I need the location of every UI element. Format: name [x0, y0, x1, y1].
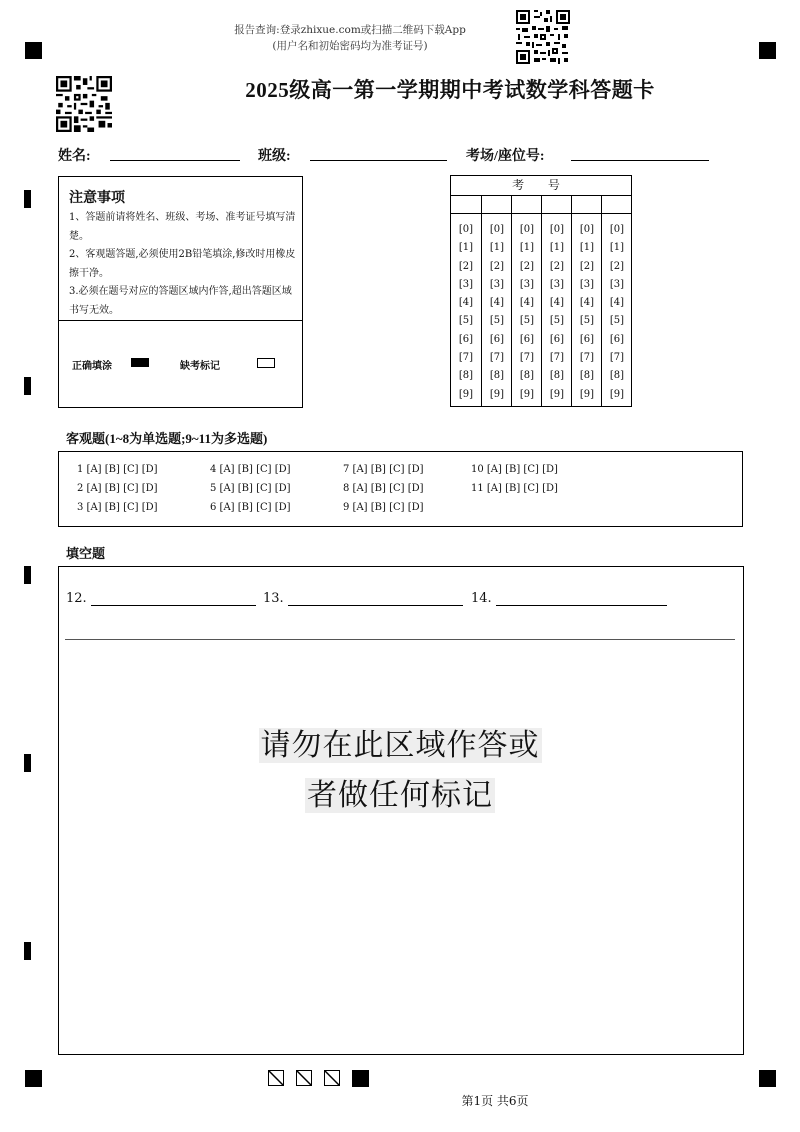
digit-option[interactable]: [9] — [458, 388, 474, 400]
digit-option[interactable]: [1] — [458, 242, 474, 254]
digit-option[interactable]: [2] — [489, 260, 505, 272]
exam-number-column — [481, 195, 512, 406]
digit-option[interactable]: [0] — [519, 224, 535, 235]
question-2-options[interactable]: 2 [A] [B] [C] [D] — [77, 483, 158, 494]
qr-code-icon — [516, 10, 570, 64]
exam-number-grid — [450, 175, 632, 407]
qr-code-icon — [56, 76, 112, 132]
digit-option[interactable]: [8] — [458, 370, 474, 382]
registration-mark-bottom-right — [759, 1070, 776, 1087]
digit-option[interactable]: [5] — [519, 315, 535, 327]
exam-number-digit-cell[interactable] — [512, 195, 542, 214]
digit-option[interactable]: [5] — [549, 315, 565, 327]
no-answer-warning-line1: 请勿在此区域作答或 — [260, 728, 540, 763]
report-hint-line1: 报告查询:登录zhixue.com或扫描二维码下载App — [234, 24, 466, 36]
exam-number-digit-options — [451, 221, 481, 404]
legend-absent-label: 缺考标记 — [180, 361, 220, 372]
exam-number-title: 考 号 — [451, 176, 631, 196]
notice-list — [69, 209, 297, 320]
digit-option[interactable]: [9] — [579, 388, 595, 400]
slash-icon — [325, 1071, 340, 1086]
digit-option[interactable]: [1] — [609, 242, 625, 254]
registration-mark-top-right — [759, 42, 776, 59]
digit-option[interactable]: [7] — [579, 352, 595, 364]
digit-option[interactable]: [4] — [609, 297, 625, 309]
timing-bar — [24, 377, 31, 395]
notice-box — [58, 176, 303, 408]
question-11-options[interactable]: 11 [A] [B] [C] [D] — [471, 483, 558, 494]
blank-12-field[interactable] — [91, 605, 256, 606]
digit-option[interactable]: [5] — [458, 315, 474, 327]
digit-option[interactable]: [5] — [579, 315, 595, 327]
class-field[interactable] — [310, 160, 447, 161]
report-hint-line2: (用户名和初始密码均为准考证号) — [272, 40, 428, 52]
digit-option[interactable]: [8] — [609, 370, 625, 382]
digit-option[interactable]: [1] — [489, 242, 505, 254]
digit-option[interactable]: [3] — [549, 278, 565, 290]
digit-option[interactable]: [6] — [519, 333, 535, 345]
report-hint — [200, 22, 500, 54]
objective-answer-box — [58, 451, 743, 527]
exam-number-digit-cell[interactable] — [602, 195, 632, 214]
timing-slash-box — [268, 1070, 284, 1086]
exam-number-column — [451, 195, 481, 406]
digit-option[interactable]: [0] — [489, 224, 505, 235]
timing-bar — [24, 942, 31, 960]
page-title: 2025级高一第一学期期中考试数学科答题卡 — [245, 78, 655, 102]
digit-option[interactable]: [9] — [549, 388, 565, 400]
room-seat-field[interactable] — [571, 160, 709, 161]
exam-number-digit-options — [602, 221, 632, 404]
blank-12-label: 12. — [66, 591, 87, 606]
notice-title: 注意事项 — [69, 190, 125, 206]
legend-correct-fill-label: 正确填涂 — [72, 361, 112, 372]
digit-option[interactable]: [1] — [579, 242, 595, 254]
notice-item: 2、客观题答题,必须使用2B铅笔填涂,修改时用橡皮擦干净。 — [69, 249, 296, 279]
blank-14-label: 14. — [471, 591, 492, 606]
exam-number-digit-cell[interactable] — [572, 195, 602, 214]
sheet-qr-code — [56, 76, 112, 132]
digit-option[interactable]: [2] — [549, 260, 565, 272]
page-number: 第1页 共6页 — [461, 1094, 529, 1108]
digit-option[interactable]: [7] — [519, 352, 535, 364]
name-label: 姓名: — [58, 149, 91, 164]
digit-option[interactable]: [8] — [549, 370, 565, 382]
objective-section-title: 客观题(1~8为单选题;9~11为多选题) — [66, 431, 268, 446]
digit-option[interactable]: [7] — [489, 352, 505, 364]
digit-option[interactable]: [8] — [489, 370, 505, 382]
class-label: 班级: — [258, 149, 291, 164]
digit-option[interactable]: [7] — [458, 352, 474, 364]
digit-option[interactable]: [4] — [519, 297, 535, 309]
room-seat-label: 考场/座位号: — [466, 149, 545, 164]
notice-item: 1、答题前请将姓名、班级、考场、准考证号填写清楚。 — [69, 212, 296, 242]
blank-13-field[interactable] — [288, 605, 463, 606]
digit-option[interactable]: [6] — [489, 333, 505, 345]
exam-number-column — [571, 195, 602, 406]
timing-solid-box — [352, 1070, 369, 1087]
digit-option[interactable]: [4] — [458, 297, 474, 309]
exam-number-digit-options — [512, 221, 542, 404]
digit-option[interactable]: [5] — [609, 315, 625, 327]
digit-option[interactable]: [6] — [579, 333, 595, 345]
digit-option[interactable]: [3] — [489, 278, 505, 290]
slash-icon — [297, 1071, 312, 1086]
question-10-options[interactable]: 10 [A] [B] [C] [D] — [471, 464, 558, 475]
filled-box-icon — [131, 358, 149, 367]
digit-option[interactable]: [6] — [609, 333, 625, 345]
question-8-options[interactable]: 8 [A] [B] [C] [D] — [343, 483, 424, 494]
digit-option[interactable]: [2] — [458, 260, 474, 272]
exam-number-digit-cell[interactable] — [482, 195, 512, 214]
digit-option[interactable]: [4] — [579, 297, 595, 309]
question-5-options[interactable]: 5 [A] [B] [C] [D] — [210, 483, 291, 494]
digit-option[interactable]: [3] — [458, 278, 474, 290]
digit-option[interactable]: [8] — [519, 370, 535, 382]
exam-number-digit-options — [542, 221, 572, 404]
exam-number-column — [541, 195, 572, 406]
digit-option[interactable]: [5] — [489, 315, 505, 327]
digit-option[interactable]: [3] — [579, 278, 595, 290]
digit-option[interactable]: [0] — [549, 224, 565, 235]
digit-option[interactable]: [1] — [549, 242, 565, 254]
fill-in-section-title: 填空题 — [66, 546, 106, 561]
timing-slash-box — [296, 1070, 312, 1086]
question-6-options[interactable]: 6 [A] [B] [C] [D] — [210, 502, 291, 513]
question-7-options[interactable]: 7 [A] [B] [C] [D] — [343, 464, 424, 475]
slash-icon — [269, 1071, 284, 1086]
digit-option[interactable]: [8] — [579, 370, 595, 382]
digit-option[interactable]: [0] — [609, 224, 625, 235]
exam-number-column — [601, 195, 632, 406]
name-field[interactable] — [110, 160, 240, 161]
digit-option[interactable]: [4] — [489, 297, 505, 309]
digit-option[interactable]: [7] — [609, 352, 625, 364]
digit-option[interactable]: [4] — [549, 297, 565, 309]
question-9-options[interactable]: 9 [A] [B] [C] [D] — [343, 502, 424, 513]
digit-option[interactable]: [3] — [609, 278, 625, 290]
registration-mark-bottom-left — [25, 1070, 42, 1087]
exam-number-digit-options — [572, 221, 602, 404]
digit-option[interactable]: [9] — [519, 388, 535, 400]
exam-number-digit-options — [482, 221, 512, 404]
notice-item: 3.必须在题号对应的答题区域内作答,超出答题区域书写无效。 — [69, 286, 292, 316]
blank-14-field[interactable] — [496, 605, 667, 606]
exam-number-digit-cell[interactable] — [542, 195, 572, 214]
digit-option[interactable]: [7] — [549, 352, 565, 364]
digit-option[interactable]: [9] — [489, 388, 505, 400]
digit-option[interactable]: [9] — [609, 388, 625, 400]
registration-mark-top-left — [25, 42, 42, 59]
digit-option[interactable]: [0] — [579, 224, 595, 235]
digit-option[interactable]: [6] — [458, 333, 474, 345]
digit-option[interactable]: [1] — [519, 242, 535, 254]
question-3-options[interactable]: 3 [A] [B] [C] [D] — [77, 502, 158, 513]
exam-number-column — [511, 195, 542, 406]
digit-option[interactable]: [2] — [579, 260, 595, 272]
timing-slash-box — [324, 1070, 340, 1086]
no-answer-warning-line2: 者做任何标记 — [307, 778, 493, 813]
fill-in-divider — [65, 639, 735, 640]
blank-13-label: 13. — [263, 591, 284, 606]
exam-number-digit-cell[interactable] — [451, 195, 481, 214]
digit-option[interactable]: [2] — [519, 260, 535, 272]
timing-bar — [24, 566, 31, 584]
timing-bar — [24, 190, 31, 208]
digit-option[interactable]: [2] — [609, 260, 625, 272]
notice-divider — [59, 320, 302, 321]
question-4-options[interactable]: 4 [A] [B] [C] [D] — [210, 464, 291, 475]
app-qr-code[interactable] — [516, 10, 570, 64]
question-1-options[interactable]: 1 [A] [B] [C] [D] — [77, 464, 158, 475]
digit-option[interactable]: [0] — [458, 224, 474, 235]
digit-option[interactable]: [3] — [519, 278, 535, 290]
absent-mark-box[interactable] — [257, 358, 275, 368]
digit-option[interactable]: [6] — [549, 333, 565, 345]
